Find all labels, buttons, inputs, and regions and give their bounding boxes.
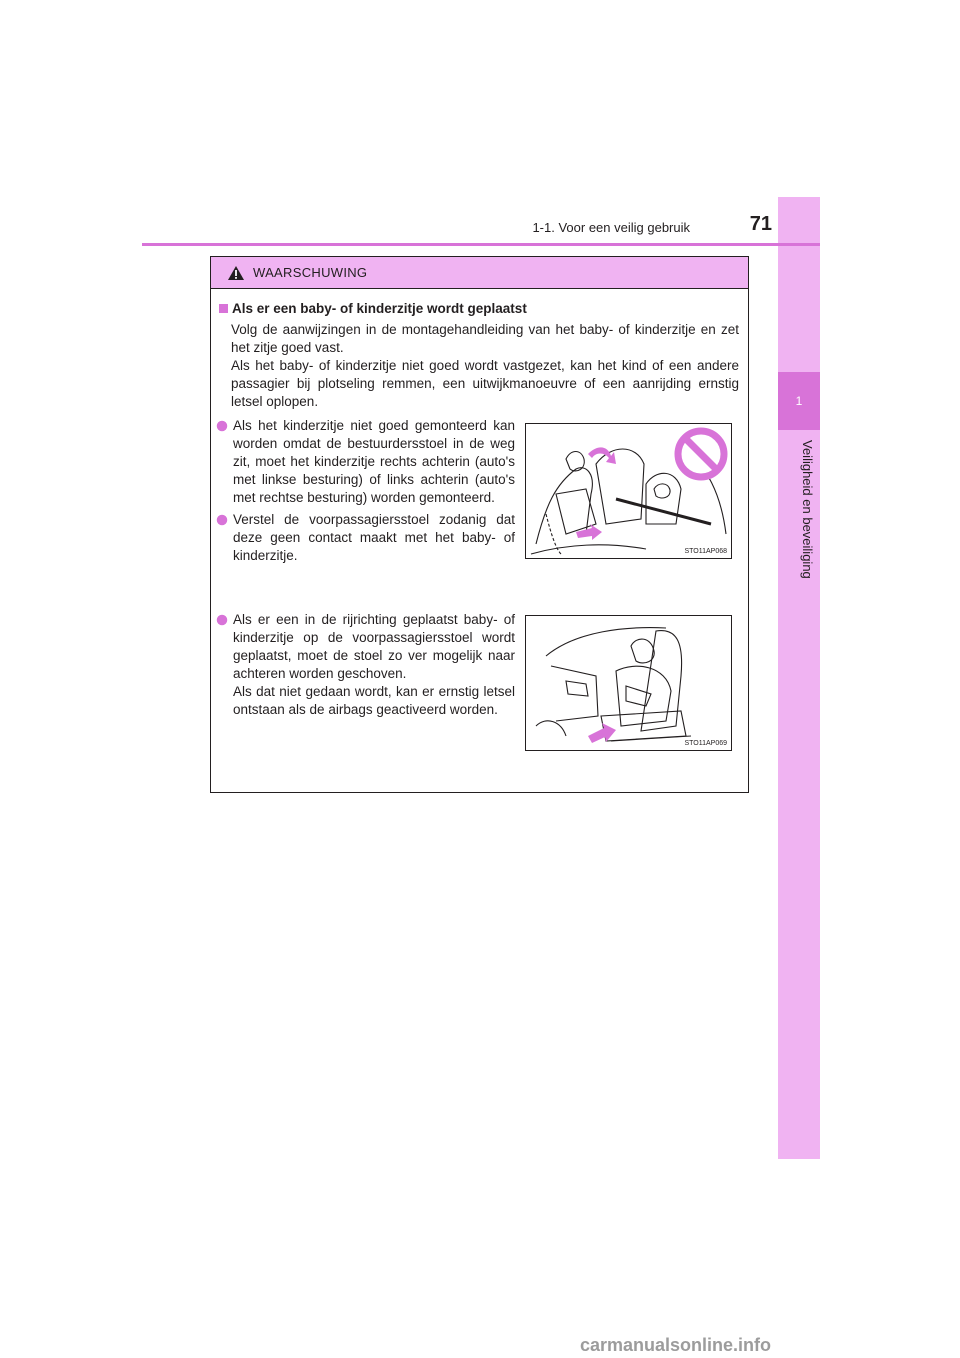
warning-intro [231,321,739,411]
bullet-dot-icon [217,421,228,432]
child-seat-illustration [526,424,732,559]
list-item: Als er een in de rijrichting geplaatst baby- of kinderzitje op de voorpassagiersstoel wordt geplaatst, moet de stoel zo ver mogelijk naar achteren worden geschoven. Als dat niet gedaan wordt, kan er ernstig letsel ontstaan als de airbags geactiveerd worden. [215,611,515,719]
figure-child-seat-rear [525,423,732,559]
page-number: 71 [749,213,772,235]
chapter-number: 1 [778,372,820,430]
bullet-dot-icon [217,515,228,526]
square-bullet-icon [219,304,228,313]
figure-code: STO11AP068 [684,548,727,555]
bullet-list-2 [215,611,515,723]
front-seat-illustration [526,616,732,751]
warning-label: WAARSCHUWING [253,265,368,280]
intro-line: Volg de aanwijzingen in de montagehandleiding van het baby- of kinderzitje en zet het zitje goed vast. [231,322,739,355]
warning-triangle-icon [227,265,245,281]
figure-front-seat-back [525,615,732,751]
section-title: 1-1. Voor een veilig gebruik [532,220,690,235]
warning-box [210,256,749,793]
bullet-dot-icon [217,615,228,626]
warning-heading-text: Als er een baby- of kinderzitje wordt geplaatst [232,301,527,316]
bullet-list-1 [215,417,515,569]
side-tab [778,197,820,1159]
warning-header [211,257,748,289]
figure-code: STO11AP069 [684,740,727,747]
intro-line: Als het baby- of kinderzitje niet goed wordt vastgezet, kan het kind of een andere passagier bij plotseling remmen, een uitwijkmanoeuvre of een aanrijding ernstig letsel oplopen. [231,358,739,409]
chapter-label: Veiligheid en beveiliging [800,440,815,579]
list-item: Verstel de voorpassagiersstoel zodanig dat deze geen contact maakt met het baby- of kinderzitje. [215,511,515,565]
header-rule [142,243,820,246]
list-item: Als het kinderzitje niet goed gemonteerd kan worden omdat de bestuurdersstoel in de weg zit, moet het kinderzitje rechts achterin (auto's met linkse besturing) of links achterin (auto's met rechtse besturing) worden gemonteerd. [215,417,515,507]
watermark: carmanualsonline.info [580,1335,772,1355]
warning-heading [219,301,527,316]
